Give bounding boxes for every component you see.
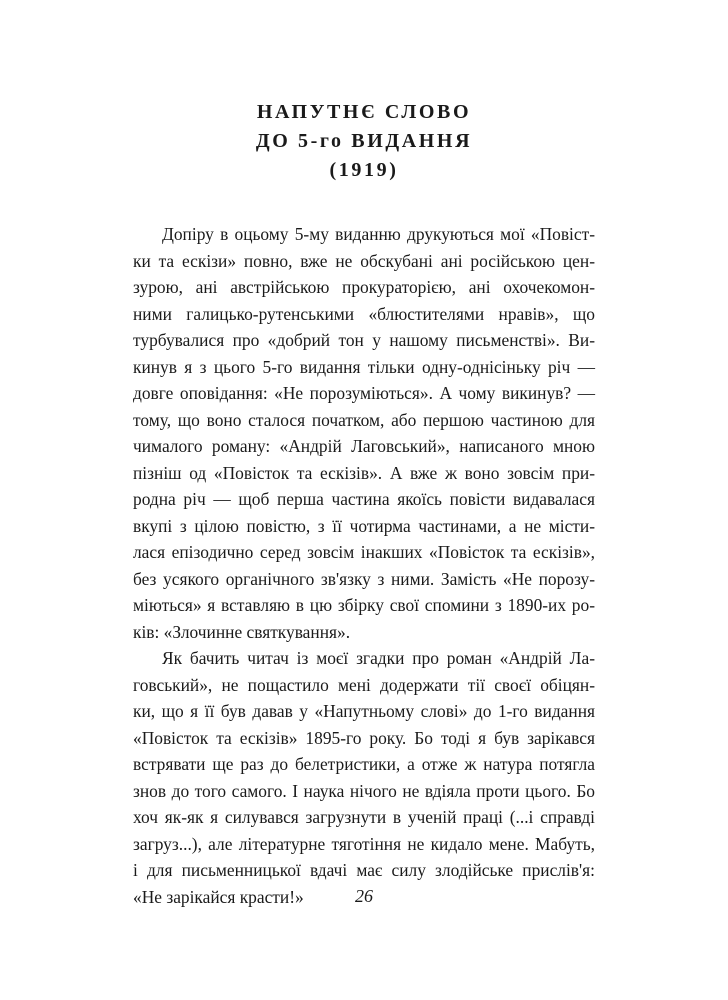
text-line: хоч як-як я силувався загрузнути в ученій праці (...і справді	[133, 807, 595, 827]
text-line: загруз...), але літературне тяготіння не кидало мене. Мабуть,	[133, 833, 595, 854]
text-line: «Не зарікайся красти!»	[133, 886, 304, 907]
text-line: знов до того самого. І наука нічого не вдіяла проти цього. Бо	[133, 780, 595, 801]
text-line: родна річ — щоб перша частина якоїсь повісти видавалася	[133, 489, 595, 509]
chapter-heading	[0, 98, 728, 185]
text-line: міються» я вставляю в цю збірку свої спомини з 1890-их ро-	[133, 595, 595, 615]
text-line: вкупі з цілою повістю, з її чотирма частинами, а не місти-	[133, 515, 595, 536]
heading-line-1: НАПУТНЄ СЛОВО	[256, 101, 472, 123]
page-number: 26	[355, 886, 373, 906]
text-line: ки та ескізи» повно, вже не обскубані ані російською цен-	[133, 250, 595, 271]
paragraph	[133, 221, 595, 645]
text-line: ними галицько-рутенськими «блюстителями нравів», що	[133, 303, 595, 324]
text-line: тому, що воно сталося початком, або першою частиною для	[133, 409, 595, 430]
text-line: говський», не пощастило мені додержати тії своєї обіцян-	[133, 674, 595, 695]
body-text	[133, 221, 595, 910]
text-line: без усякого органічного зв'язку з ними. Замість «Не порозу-	[133, 568, 595, 589]
text-line: встрявати ще раз до белетристики, а отже ж натура потягла	[133, 754, 595, 774]
text-line: пізніш од «Повісток та ескізів». А вже ж воно зовсім при-	[133, 462, 595, 483]
paragraph	[133, 645, 595, 910]
text-line: турбувалися про «добрий тон у нашому письменстві». Ви-	[133, 330, 595, 350]
text-line: Як бачить читач із моєї згадки про роман «Андрій Ла-	[162, 648, 595, 668]
text-line: кинув я з цього 5-го видання тільки одну-однісіньку річ —	[133, 356, 595, 377]
text-line: довге оповідання: «Не порозуміються». А чому викинув? —	[133, 383, 595, 403]
text-line: чималого роману: «Андрій Лаговський», написаного мною	[133, 436, 595, 456]
text-line: ків: «Злочинне святкування».	[133, 621, 351, 642]
text-line: лася епізодично серед зовсім інакших «Повісток та ескізів»,	[133, 542, 595, 562]
text-line: ки, що я її був давав у «Напутньому слові» до 1-го видання	[133, 701, 595, 721]
text-line: і для письменницької вдачі має силу злодійське прислів'я:	[133, 860, 595, 880]
heading-year: (1919)	[329, 159, 399, 181]
text-line: Допіру в оцьому 5-му виданню друкуються мої «Повіст-	[162, 224, 595, 244]
heading-line-2: ДО 5-го ВИДАННЯ	[255, 130, 473, 152]
text-line: зурою, ані австрійською прокураторією, ані охочекомон-	[133, 277, 595, 297]
text-line: «Повісток та ескізів» 1895-го року. Бо тоді я був зарікався	[133, 727, 595, 748]
